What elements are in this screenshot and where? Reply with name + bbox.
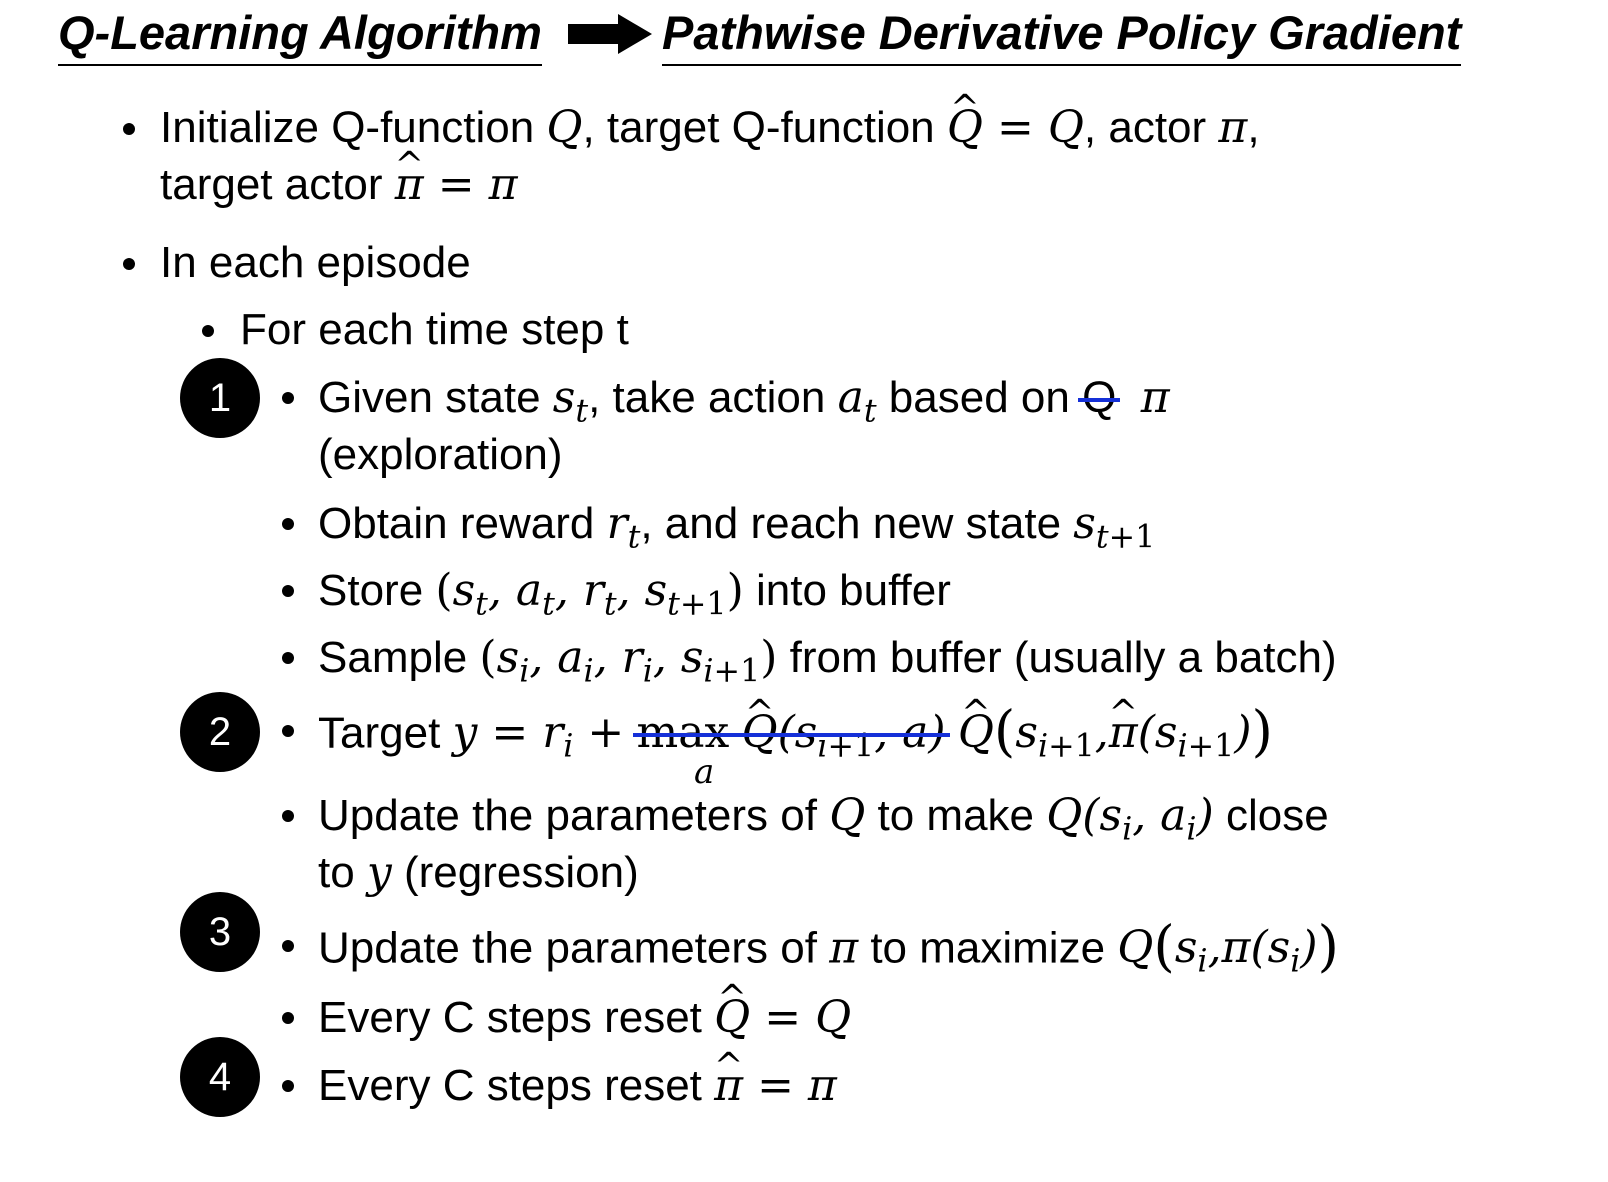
step-marker-4: 4 bbox=[180, 1037, 260, 1117]
replacement-pi: π bbox=[1140, 372, 1170, 423]
text: , take action bbox=[588, 373, 838, 422]
title-q-learning: Q-Learning Algorithm bbox=[58, 2, 542, 66]
bullet-initialize-line2: target actor ^ π = π bbox=[160, 157, 517, 213]
bullet-dot bbox=[282, 725, 294, 737]
bullet-dot bbox=[282, 1012, 294, 1024]
text: Every C steps reset bbox=[318, 1061, 715, 1110]
bullet-reset-pi: Every C steps reset ^ π = π bbox=[318, 1058, 837, 1114]
bullet-dot bbox=[282, 1080, 294, 1092]
text: into buffer bbox=[743, 566, 951, 615]
text: , and reach new state bbox=[640, 499, 1074, 548]
bullet-update-pi: Update the parameters of π to maximize $Q(s_i,\pi(s_i))$ bbox=[318, 914, 1339, 980]
text: (regression) bbox=[391, 848, 639, 897]
text: target actor bbox=[160, 160, 395, 209]
bullet-sample: Sample ($s_i$, $a_i$, $r_i$, $s_{i+1}$) from buffer (usually a batch) bbox=[318, 632, 1337, 690]
text: Target bbox=[318, 708, 453, 758]
right-arrow-icon bbox=[568, 14, 652, 54]
bullet-dot bbox=[282, 585, 294, 597]
bullet-episode: In each episode bbox=[160, 238, 471, 287]
target-replacement: ^ $Q(s_{i+1},\^{}$ $\pi(s_{i+1})$) bbox=[958, 707, 1273, 758]
bullet-update-q-line2: to y (regression) bbox=[318, 847, 639, 898]
step-marker-3: 3 bbox=[180, 892, 260, 972]
step-marker-2: 2 bbox=[180, 692, 260, 772]
bullet-initialize: Initialize Q-function Q, target Q-function ^ Q = Q, actor π, bbox=[160, 100, 1260, 156]
text: Store bbox=[318, 566, 436, 615]
bullet-reset-q: Every C steps reset ^ Q = Q bbox=[318, 990, 851, 1046]
bullet-dot bbox=[282, 810, 294, 822]
text: , bbox=[1247, 103, 1260, 152]
bullet-dot bbox=[282, 940, 294, 952]
step-marker-1: 1 bbox=[180, 358, 260, 438]
bullet-update-q: Update the parameters of Q to make $Q(s_i$, $a_i$) close bbox=[318, 790, 1329, 848]
text: to make bbox=[865, 791, 1047, 840]
text: Sample bbox=[318, 633, 480, 682]
bullet-dot bbox=[123, 258, 135, 270]
text: Given state bbox=[318, 373, 553, 422]
bullet-target: Target $y = r_i + \max$ ^ $Q(s_{i+1}$, a) ^ $Q(s_{i+1},\^{}$ $\pi(s_{i+1})$) bbox=[318, 703, 1273, 761]
max-subscript-a: a bbox=[694, 752, 715, 792]
text: , target Q-function bbox=[582, 103, 947, 152]
bullet-dot bbox=[282, 392, 294, 404]
bullet-obtain-reward: Obtain reward $r_t$, and reach new state $s_{t+1}$ bbox=[318, 498, 1156, 556]
text: Obtain reward bbox=[318, 499, 607, 548]
text: Initialize Q-function bbox=[160, 103, 547, 152]
text: Every C steps reset bbox=[318, 993, 715, 1042]
bullet-dot bbox=[282, 518, 294, 530]
text: to bbox=[318, 848, 367, 897]
text: Update the parameters of bbox=[318, 791, 830, 840]
struck-q: Q bbox=[1082, 370, 1116, 426]
bullet-dot bbox=[123, 123, 135, 135]
bullet-timestep: For each time step t bbox=[240, 305, 629, 354]
bullet-given-state-line2: (exploration) bbox=[318, 430, 563, 479]
bullet-given-state: Given state $s_t$, take action $a_t$ based on Q π bbox=[318, 372, 1170, 430]
text: from buffer (usually a batch) bbox=[777, 633, 1337, 682]
bullet-store: Store ($s_t$, $a_t$, $r_t$, $s_{t+1}$) into buffer bbox=[318, 565, 951, 623]
text: Update the parameters of bbox=[318, 923, 830, 973]
struck-max-term: max ^ $Q(s_{i+1}$, a) bbox=[637, 705, 946, 761]
text: to maximize bbox=[858, 923, 1118, 973]
bullet-dot bbox=[202, 325, 214, 337]
text: , actor bbox=[1083, 103, 1219, 152]
title-pathwise-derivative: Pathwise Derivative Policy Gradient bbox=[662, 2, 1461, 66]
text: close bbox=[1213, 791, 1329, 840]
text: based on bbox=[876, 373, 1070, 422]
bullet-dot bbox=[282, 652, 294, 664]
